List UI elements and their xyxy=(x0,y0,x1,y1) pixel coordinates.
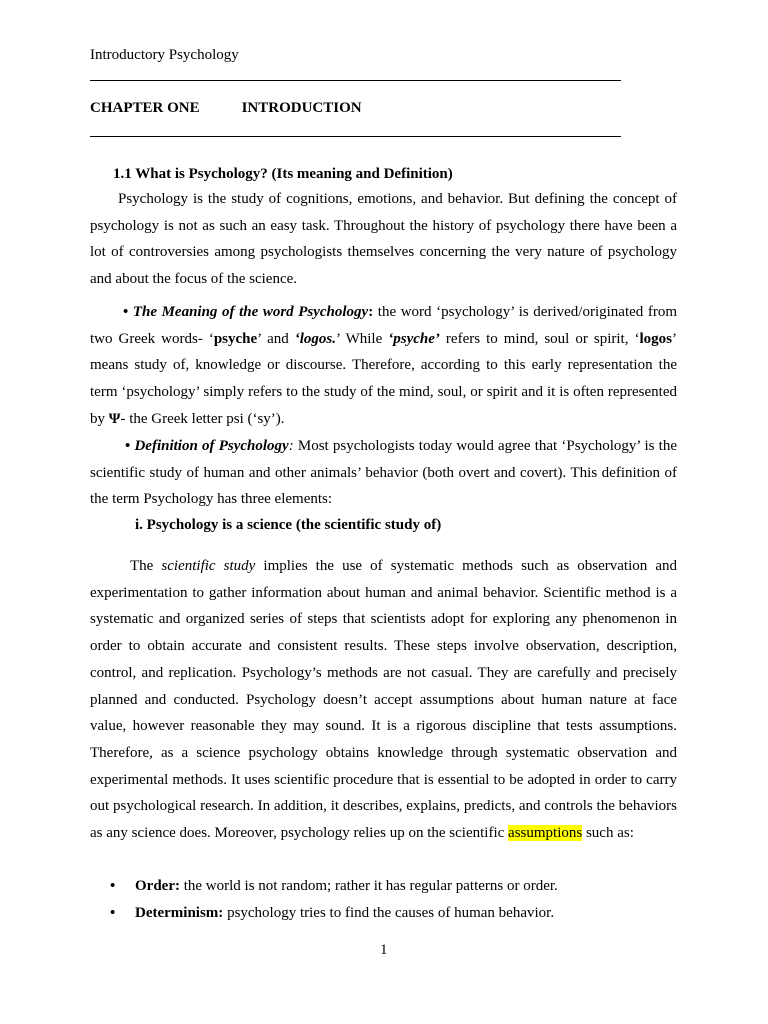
chapter-title: INTRODUCTION xyxy=(241,100,362,116)
bullet-icon: • xyxy=(110,878,116,894)
meaning-lead: The Meaning of the word Psychology xyxy=(132,304,369,320)
chapter-heading xyxy=(90,100,362,117)
header-rule-top xyxy=(90,80,621,81)
meaning-paragraph: • The Meaning of the word Psychology: the word ‘psychology’ is derived/originated from two Greek words- ‘psyche’ and ‘logos.’ While ‘psyche’ refers to mind, soul or spirit, ‘logos’ means study of, knowledge or discourse. Therefore, according to this early representation the term ‘psychology’ simply refers to the study of the mind, soul, or spirit and it is often represented by Ψ- the Greek letter psi (‘sy’). xyxy=(90,299,677,433)
highlighted-word: assumptions xyxy=(508,825,583,842)
subsection-heading: i. Psychology is a science (the scientific study of) xyxy=(135,517,442,533)
bullet-icon: • xyxy=(125,438,131,454)
scientific-study-paragraph: The scientific study implies the use of systematic methods such as observation and experimentation to gather information about human and animal behavior. Scientific method is a systematic and organized series of steps that scientists adopt for exploring any phenomenon in order to obtain accurate and consistent results. These steps involve observation, description, control, and replication. Psychology’s methods are not casual. They are carefully and precisely planned and conducted. Psychology doesn’t accept assumptions about human nature at face value, however reasonable they may sound. It is a rigorous discipline that tests assumptions. Therefore, as a science psychology obtains knowledge through systematic observation and experimental methods. It uses scientific procedure that is essential to be adopted in order to carry out psychological research. In addition, it describes, explains, predicts, and controls the behaviors as any science does. Moreover, psychology relies up on the scientific assumptions such as: xyxy=(90,558,677,842)
page-number: 1 xyxy=(380,942,388,958)
psi-symbol: Ψ xyxy=(108,410,121,427)
bullet-icon: • xyxy=(110,905,116,921)
intro-paragraph: Psychology is the study of cognitions, emotions, and behavior. But defining the concept of psychology is not as such an easy task. Throughout the history of psychology there have been a lot of controversies among psychologists themselves concerning the very nature of psychology and about the focus of the science. xyxy=(90,191,677,288)
chapter-label: CHAPTER ONE xyxy=(90,100,200,116)
bullet-icon: • xyxy=(123,304,129,320)
definition-paragraph: • Definition of Psychology: Most psychologists today would agree that ‘Psychology’ is the scientific study of human and other animals’ behavior (both overt and covert). This definition of the term Psychology has three elements: xyxy=(90,433,677,513)
section-heading: 1.1 What is Psychology? (Its meaning and Definition) xyxy=(113,166,453,182)
definition-lead: Definition of Psychology xyxy=(134,438,289,454)
list-item-order: • Order: the world is not random; rather it has regular patterns or order. xyxy=(110,878,558,894)
list-item-determinism: • Determinism: psychology tries to find the causes of human behavior. xyxy=(110,905,555,921)
header-rule-bottom xyxy=(90,136,621,137)
running-header: Introductory Psychology xyxy=(90,47,239,63)
